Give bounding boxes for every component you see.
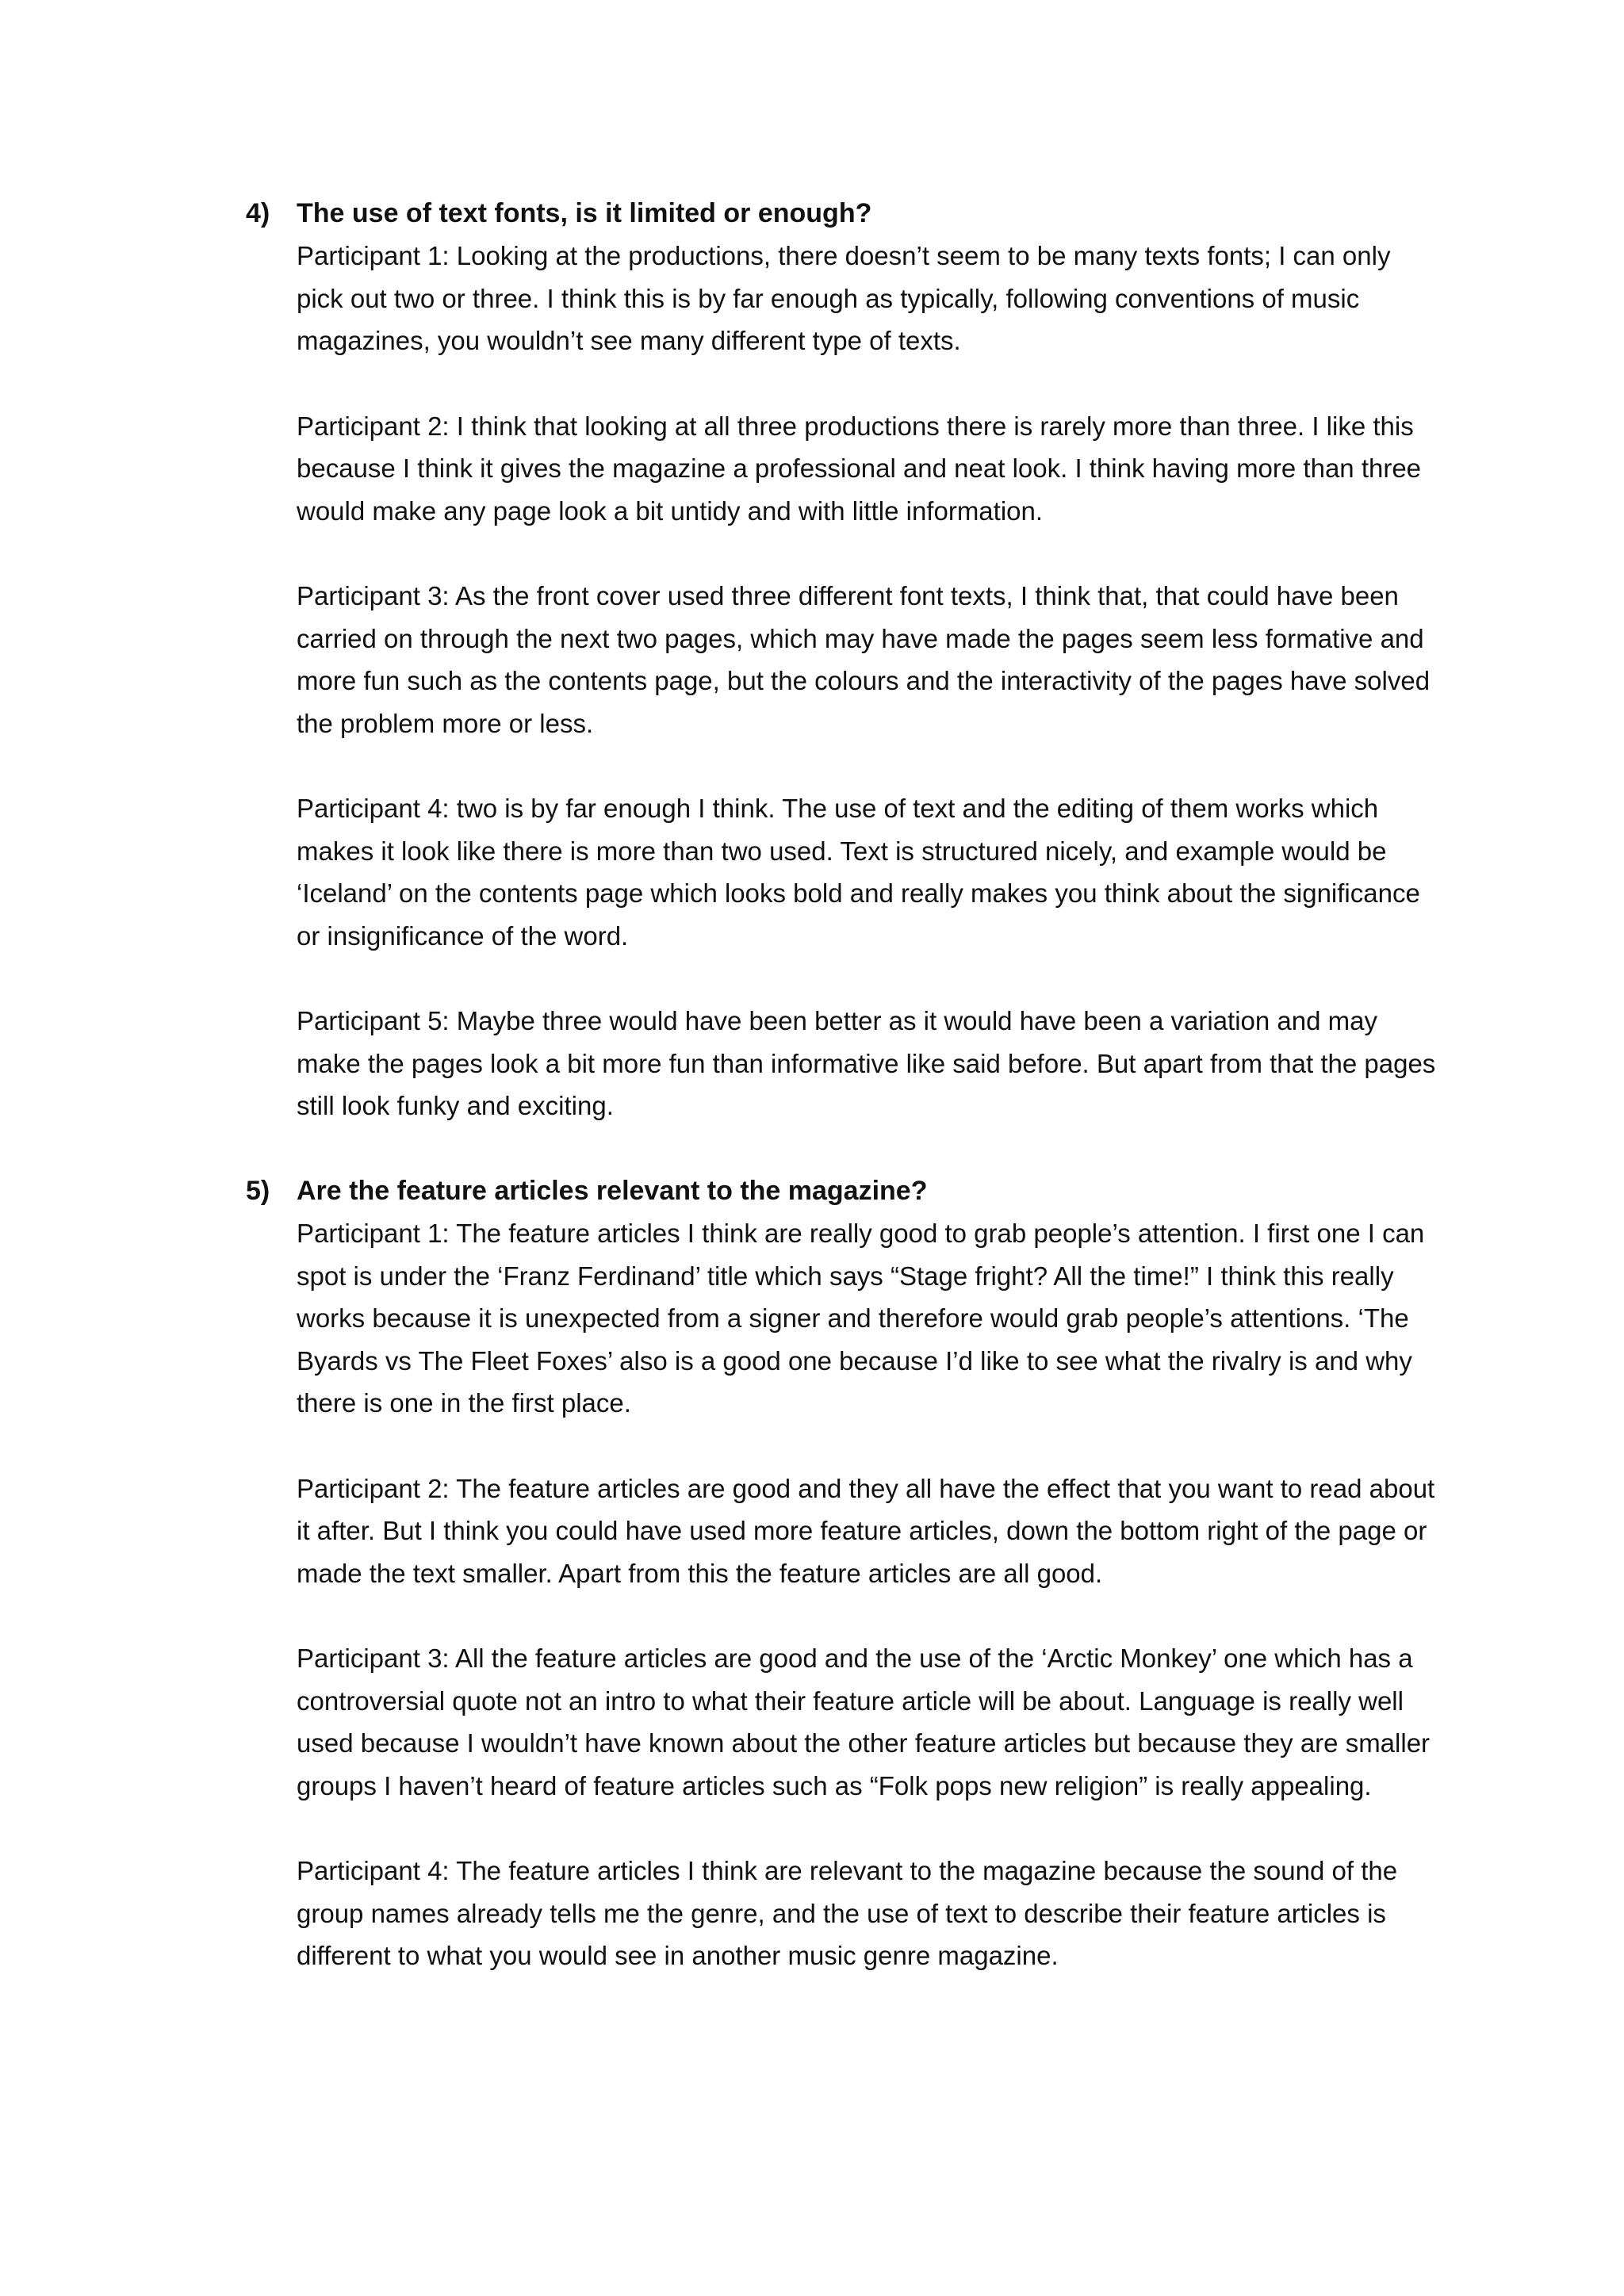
participant-2-answer: Participant 2: The feature articles are good and they all have the effect that you want to read about it after. But I think you could have used more feature articles, down the bottom right of the page or made the text smaller. Apart from this the feature articles are all good. [297, 1473, 1435, 1588]
question-5 [246, 1169, 1443, 1977]
participant-5-answer: Participant 5: Maybe three would have been better as it would have been a variation and may make the pages look a bit more fun than informative like said before. But apart from that the pages still look funky and exciting. [297, 1006, 1436, 1120]
question-number: 4) [246, 198, 270, 228]
question-heading [246, 1169, 1443, 1212]
question-heading [246, 192, 1443, 235]
participant-2-answer: Participant 2: I think that looking at all three productions there is rarely more than three. I like this because I think it gives the magazine a professional and neat look. I think having more than three would make any page look a bit untidy and with little information. [297, 411, 1422, 526]
participant-3-answer: Participant 3: All the feature articles are good and the use of the ‘Arctic Monkey’ one which has a controversial quote not an intro to what their feature article will be about. Language is really well used because I wouldn’t have known about the other feature articles but because they are smaller groups I haven’t heard of feature articles such as “Folk pops new religion” is really appealing. [297, 1644, 1431, 1800]
participant-4-answer: Participant 4: The feature articles I think are relevant to the magazine because the sound of the group names already tells me the genre, and the use of text to describe their feature articles is different to what you would see in another music genre magazine. [297, 1856, 1398, 1970]
participant-1-answer: Participant 1: Looking at the productions, there doesn’t seem to be many texts fonts; I can only pick out two or three. I think this is by far enough as typically, following conventions of music magazines, you wouldn’t see many different type of texts. [297, 241, 1391, 355]
question-4 [246, 192, 1443, 1127]
participant-3-answer: Participant 3: As the front cover used three different font texts, I think that, that could have been carried on through the next two pages, which may have made the pages seem less formative and more fun such as the contents page, but the colours and the interactivity of the pages have solved the problem more or less. [297, 581, 1431, 738]
participant-4-answer: Participant 4: two is by far enough I think. The use of text and the editing of them works which makes it look like there is more than two used. Text is structured nicely, and example would be ‘Iceland’ on the contents page which looks bold and really makes you think about the significance or insignificance of the word. [297, 794, 1420, 951]
question-title: Are the feature articles relevant to the magazine? [297, 1176, 928, 1206]
question-number: 5) [246, 1176, 270, 1206]
participant-1-answer: Participant 1: The feature articles I think are really good to grab people’s attention. I first one I can spot is under the ‘Franz Ferdinand’ title which says “Stage fright? All the time!” I think this really works because it is unexpected from a signer and therefore would grab people’s attentions. ‘The Byards vs The Fleet Foxes’ also is a good one because I’d like to see what the rivalry is and why there is one in the first place. [297, 1219, 1425, 1418]
question-title: The use of text fonts, is it limited or enough? [297, 198, 872, 228]
